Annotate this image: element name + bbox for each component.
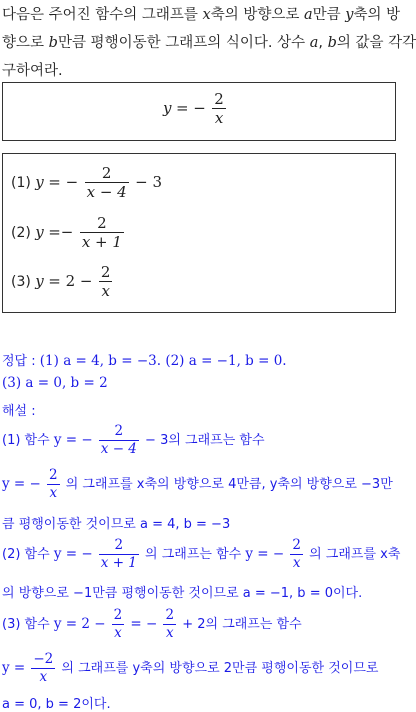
choice-pre: = 2 − <box>48 272 93 291</box>
fraction-numerator: 2 <box>165 607 175 623</box>
sol-eq: y = − <box>53 431 93 448</box>
var-x: x <box>202 7 211 23</box>
choice-lhs: y <box>35 223 44 242</box>
sol-text: 의 그래프는 함수 <box>145 546 242 562</box>
sol-fraction <box>112 608 125 641</box>
answer-text: (1) a = 4, b = −3. (2) a = −1, b = 0. <box>39 353 287 369</box>
sol-text: (3) 함수 <box>2 616 50 632</box>
choice-pre: =− <box>48 223 74 242</box>
var-b: b <box>48 35 58 51</box>
sol-eq: = − <box>130 615 158 632</box>
sol-fraction <box>290 538 303 571</box>
given-lhs: y <box>163 99 172 118</box>
sol-eq: y = − <box>53 545 93 562</box>
problem-line-3: 구하여라. <box>2 63 63 79</box>
fraction-denominator: x + 1 <box>100 554 137 571</box>
sol-text: + 2의 그래프는 함수 <box>182 616 302 632</box>
fraction-denominator: x − 4 <box>86 183 127 202</box>
given-function <box>163 91 228 127</box>
sol-eq: y = − <box>2 475 41 492</box>
choice-post: − 3 <box>135 173 163 192</box>
sol-fraction <box>99 424 139 457</box>
fraction-denominator: x − 4 <box>100 440 137 457</box>
sol-1-line-b <box>2 468 393 501</box>
fraction-denominator: x <box>39 668 48 685</box>
sol-fraction <box>163 608 176 641</box>
answer-line-2 <box>2 375 108 391</box>
fraction-numerator: 2 <box>48 467 58 483</box>
var-a: a <box>303 7 313 23</box>
sol-1-line-a <box>2 424 265 457</box>
sol-text: (1) 함수 <box>2 432 50 448</box>
fraction-numerator: −2 <box>33 651 54 667</box>
sol-3-line-b <box>2 652 378 685</box>
problem-text: 의 값을 각각 <box>336 35 416 51</box>
sol-fraction <box>47 468 60 501</box>
problem-text: 만큼 평행이동한 그래프의 식이다. 상수 <box>57 35 310 51</box>
fraction-numerator: 2 <box>292 537 301 553</box>
sol-fraction <box>31 652 55 685</box>
fraction-numerator: 2 <box>99 538 139 555</box>
answer-label: 정답 : <box>2 354 36 369</box>
choice-fraction <box>80 215 124 251</box>
problem-text: 다음은 주어진 함수의 그래프를 <box>2 7 203 23</box>
fraction-denominator: x <box>49 484 58 501</box>
fraction-denominator: x <box>165 624 174 641</box>
sol-2-line-b: 의 방향으로 −1만큼 평행이동한 것이므로 a = −1, b = 0이다. <box>2 586 363 601</box>
fraction-denominator: x <box>292 554 301 571</box>
sol-3-line-c: a = 0, b = 2이다. <box>2 697 111 712</box>
given-eq: = − <box>175 99 206 118</box>
choice-number: (3) <box>11 274 31 291</box>
var-y: y <box>345 7 354 23</box>
sol-eq: y = 2 − <box>53 615 106 632</box>
answer-text: (3) a = 0, b = 2 <box>2 375 108 391</box>
choice-1 <box>11 165 162 201</box>
explain-label: 해설 : <box>2 404 36 419</box>
choice-lhs: y <box>35 272 44 291</box>
choice-number: (1) <box>11 175 31 192</box>
choice-3 <box>11 264 114 300</box>
sol-text: 의 그래프를 x축 <box>309 546 401 562</box>
sol-2-line-a <box>2 538 400 571</box>
given-fraction <box>212 91 226 127</box>
fraction-numerator: 2 <box>80 215 124 233</box>
problem-text: 만큼 <box>312 7 346 23</box>
fraction-numerator: 2 <box>85 165 129 183</box>
choice-fraction <box>85 165 129 201</box>
answer-line-1 <box>2 350 287 369</box>
sol-text: 의 그래프를 x축의 방향으로 4만큼, y축의 방향으로 −3만 <box>65 476 393 492</box>
sol-eq: y = <box>2 659 26 676</box>
problem-line-1 <box>2 2 400 28</box>
sol-text: − 3의 그래프는 함수 <box>145 432 265 448</box>
problem-text: 축의 방 <box>353 7 401 23</box>
fraction-denominator: x <box>101 282 110 301</box>
sol-text: (2) 함수 <box>2 546 50 562</box>
choice-2 <box>11 215 126 251</box>
sol-3-line-a <box>2 608 302 641</box>
fraction-numerator: 2 <box>100 263 111 281</box>
fraction-denominator: x <box>114 624 122 641</box>
choice-lhs: y <box>35 173 44 192</box>
fraction-numerator: 2 <box>99 424 139 441</box>
sol-text: 의 그래프를 y축의 방향으로 2만큼 평행이동한 것이므로 <box>61 660 379 676</box>
problem-text: 축의 방향으로 <box>210 7 304 23</box>
choice-number: (2) <box>11 225 31 242</box>
problem-line-2 <box>2 30 416 56</box>
choice-fraction <box>99 264 113 300</box>
fraction-numerator: 2 <box>214 90 224 108</box>
sol-fraction <box>99 538 139 571</box>
problem-text: , <box>318 35 328 51</box>
sol-1-line-c: 큼 평행이동한 것이므로 a = 4, b = −3 <box>2 517 231 532</box>
var-b: b <box>327 35 337 51</box>
choice-pre: = − <box>48 173 79 192</box>
fraction-denominator: x + 1 <box>81 233 122 252</box>
given-function-box <box>2 82 396 141</box>
sol-eq: y = − <box>245 545 285 562</box>
fraction-denominator: x <box>214 109 224 128</box>
fraction-numerator: 2 <box>113 607 123 623</box>
choices-box <box>2 153 396 313</box>
problem-text: 향으로 <box>2 35 49 51</box>
var-a: a <box>309 35 319 51</box>
